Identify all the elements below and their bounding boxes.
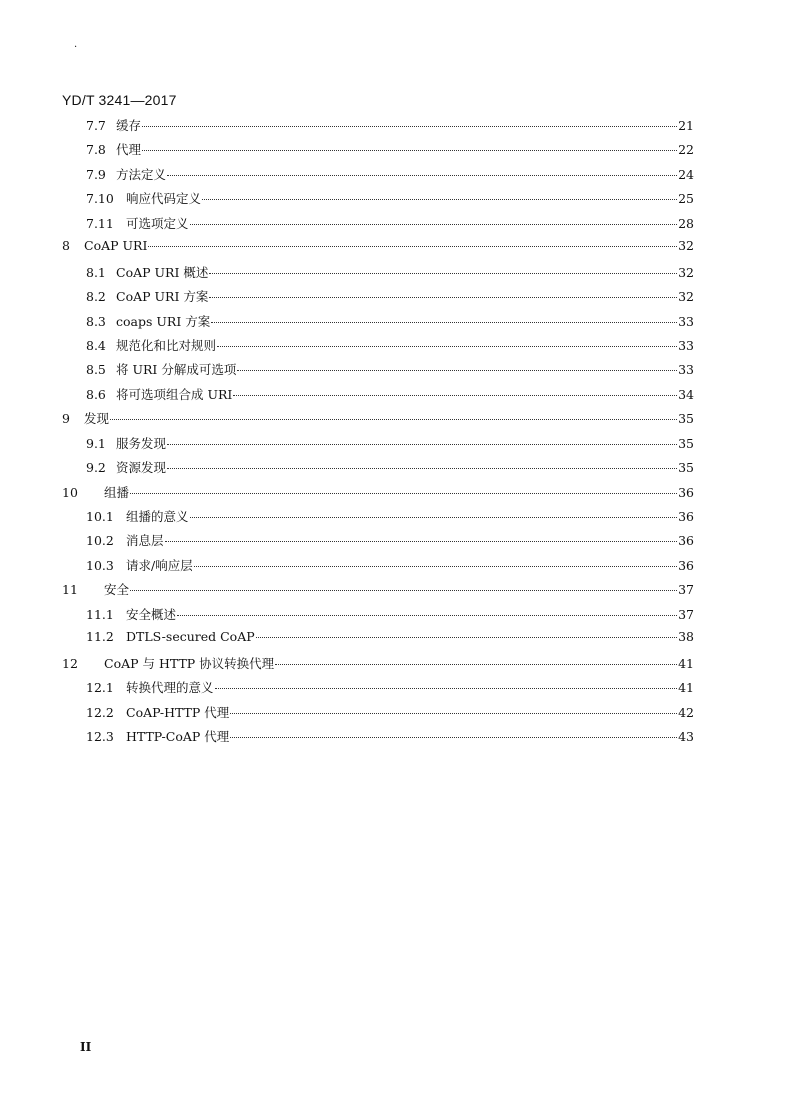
- page-number: II: [80, 1040, 92, 1054]
- toc-entry[interactable]: [62, 531, 694, 555]
- toc-entry[interactable]: [62, 214, 694, 238]
- toc-entry-page: 35: [678, 435, 694, 451]
- toc-entry-page: 36: [678, 509, 694, 524]
- toc-entry-title: 将 URI 分解成可选项: [116, 362, 237, 378]
- toc-entry-title: 组播的意义: [126, 509, 189, 524]
- toc-entry-number: 10.2: [86, 533, 114, 549]
- dot-leader: [167, 175, 677, 176]
- dot-leader: [165, 541, 678, 542]
- dot-leader: [130, 493, 677, 494]
- toc-entry[interactable]: [62, 703, 694, 727]
- toc-entry-number: 8.4: [86, 337, 106, 353]
- toc-entry-title: 代理: [116, 142, 142, 158]
- toc-entry-page: 22: [678, 142, 694, 158]
- toc-entry[interactable]: [62, 483, 694, 507]
- toc-entry-page: 33: [678, 337, 694, 353]
- toc-entry-number: 9: [62, 411, 70, 427]
- toc-entry-page: 36: [678, 557, 694, 573]
- corner-mark: .: [74, 39, 78, 50]
- toc-entry-title: 缓存: [116, 118, 142, 133]
- toc-entry-title: 将可选项组合成 URI: [116, 386, 233, 402]
- dot-leader: [233, 395, 677, 396]
- toc-entry-page: 37: [678, 582, 694, 598]
- dot-leader: [130, 590, 677, 591]
- toc-entry-number: 8.2: [86, 289, 106, 305]
- toc-entry[interactable]: [62, 287, 694, 311]
- toc-entry-page: 32: [678, 264, 694, 280]
- dot-leader: [215, 688, 678, 689]
- toc-entry-page: 32: [678, 238, 694, 254]
- dot-leader: [142, 126, 677, 127]
- toc-entry-number: 11: [62, 582, 78, 598]
- toc-entry-number: 12.2: [86, 704, 114, 720]
- dot-leader: [177, 615, 677, 616]
- toc-entry-number: 9.2: [86, 460, 106, 476]
- toc-entry[interactable]: [62, 580, 694, 604]
- dot-leader: [167, 468, 677, 469]
- toc-entry[interactable]: [62, 434, 694, 458]
- dot-leader: [202, 199, 677, 200]
- toc-entry-title: 响应代码定义: [126, 191, 202, 207]
- dot-leader: [237, 370, 677, 371]
- toc-entry-number: 7.9: [86, 166, 106, 182]
- dot-leader: [209, 273, 677, 274]
- dot-leader: [190, 224, 678, 225]
- toc-entry-number: 10.3: [86, 557, 114, 573]
- toc-entry-number: 8.3: [86, 313, 106, 329]
- dot-leader: [209, 297, 677, 298]
- toc-entry[interactable]: [62, 727, 694, 751]
- toc-entry-title: 服务发现: [116, 435, 167, 451]
- toc-entry-page: 36: [678, 533, 694, 549]
- toc-entry-title: HTTP-CoAP 代理: [126, 728, 230, 744]
- toc-entry-number: 7.7: [86, 118, 106, 133]
- toc-entry-page: 43: [678, 728, 694, 744]
- toc-entry-title: CoAP URI: [84, 238, 148, 254]
- toc-entry-page: 41: [678, 680, 694, 696]
- toc-entry[interactable]: [62, 165, 694, 189]
- toc-entry-title: DTLS-secured CoAP: [126, 629, 255, 645]
- toc-entry[interactable]: [62, 263, 694, 287]
- toc-entry[interactable]: [62, 116, 694, 140]
- toc-entry-page: 35: [678, 411, 694, 427]
- toc-entry-number: 8.1: [86, 264, 106, 280]
- toc-entry-number: 10.1: [86, 509, 114, 524]
- dot-leader: [217, 346, 677, 347]
- toc-entry-title: 组播: [104, 484, 130, 500]
- dot-leader: [275, 664, 677, 665]
- toc-entry-number: 11.2: [86, 629, 114, 645]
- toc-entry-page: 34: [678, 386, 694, 402]
- toc-entry-number: 12: [62, 655, 78, 671]
- toc-entry-title: CoAP 与 HTTP 协议转换代理: [104, 655, 275, 671]
- toc-entry-number: 10: [62, 484, 78, 500]
- toc-entry-title: 安全概述: [126, 606, 177, 622]
- table-of-contents: [62, 116, 694, 751]
- toc-entry-page: 36: [678, 484, 694, 500]
- toc-entry[interactable]: [62, 189, 694, 213]
- toc-entry-title: 消息层: [126, 533, 164, 549]
- toc-entry[interactable]: [62, 140, 694, 164]
- dot-leader: [142, 150, 677, 151]
- toc-entry[interactable]: [62, 605, 694, 629]
- dot-leader: [194, 566, 677, 567]
- toc-entry-number: 12.1: [86, 680, 114, 696]
- toc-entry-page: 37: [678, 606, 694, 622]
- toc-entry-number: 12.3: [86, 728, 114, 744]
- toc-entry-number: 8.5: [86, 362, 106, 378]
- dot-leader: [167, 444, 677, 445]
- toc-entry-title: CoAP URI 方案: [116, 289, 209, 305]
- toc-entry[interactable]: [62, 336, 694, 360]
- toc-entry-page: 21: [678, 118, 694, 133]
- toc-entry[interactable]: [62, 458, 694, 482]
- toc-entry[interactable]: [62, 678, 694, 702]
- toc-entry-number: 8.6: [86, 386, 106, 402]
- toc-entry-page: 42: [678, 704, 694, 720]
- toc-entry[interactable]: [62, 385, 694, 409]
- toc-entry[interactable]: [62, 409, 694, 433]
- toc-entry-title: 安全: [104, 582, 130, 598]
- toc-entry-title: coaps URI 方案: [116, 313, 211, 329]
- toc-entry-number: 7.10: [86, 191, 114, 207]
- toc-entry-page: 33: [678, 313, 694, 329]
- toc-entry-page: 41: [678, 655, 694, 671]
- toc-entry-number: 11.1: [86, 606, 114, 622]
- toc-entry-page: 24: [678, 166, 694, 182]
- toc-entry-page: 28: [678, 215, 694, 231]
- toc-entry-page: 38: [678, 629, 694, 645]
- dot-leader: [148, 246, 677, 247]
- toc-entry-title: 资源发现: [116, 460, 167, 476]
- dot-leader: [110, 419, 677, 420]
- toc-entry-page: 32: [678, 289, 694, 305]
- toc-entry-page: 35: [678, 460, 694, 476]
- toc-entry-title: CoAP URI 概述: [116, 264, 209, 280]
- toc-entry[interactable]: [62, 556, 694, 580]
- document-header: YD/T 3241—2017: [62, 92, 177, 108]
- toc-entry-number: 7.11: [86, 215, 114, 231]
- toc-entry[interactable]: [62, 360, 694, 384]
- toc-entry[interactable]: [62, 507, 694, 531]
- dot-leader: [190, 517, 678, 518]
- toc-entry-title: 方法定义: [116, 166, 167, 182]
- dot-leader: [230, 737, 677, 738]
- toc-entry-number: 9.1: [86, 435, 106, 451]
- toc-entry-title: 转换代理的意义: [126, 680, 214, 696]
- toc-entry[interactable]: [62, 238, 694, 262]
- toc-entry-title: CoAP-HTTP 代理: [126, 704, 230, 720]
- toc-entry-number: 7.8: [86, 142, 106, 158]
- dot-leader: [211, 322, 677, 323]
- toc-entry-title: 请求/响应层: [126, 557, 193, 573]
- toc-entry-page: 25: [678, 191, 694, 207]
- toc-entry-title: 规范化和比对规则: [116, 337, 217, 353]
- dot-leader: [230, 713, 677, 714]
- toc-entry[interactable]: [62, 654, 694, 678]
- toc-entry-title: 可选项定义: [126, 215, 189, 231]
- toc-entry-number: 8: [62, 238, 70, 254]
- dot-leader: [256, 637, 677, 638]
- toc-entry-title: 发现: [84, 411, 110, 427]
- toc-entry[interactable]: [62, 629, 694, 653]
- toc-entry[interactable]: [62, 312, 694, 336]
- toc-entry-page: 33: [678, 362, 694, 378]
